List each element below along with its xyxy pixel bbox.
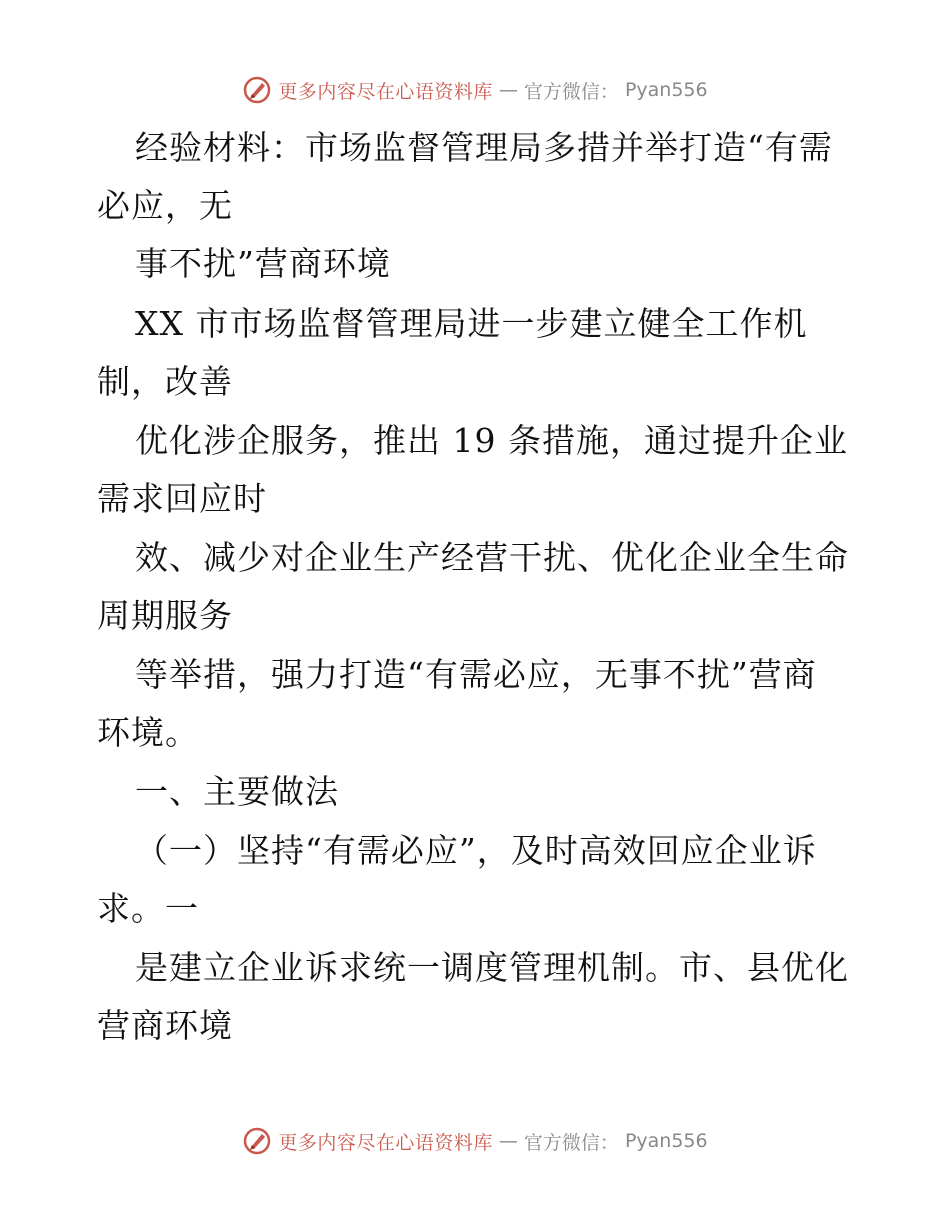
text-line: 必应，无 [97, 186, 233, 225]
watermark-wechat-id: Pyan556 [624, 1130, 708, 1152]
text-line: 制，改善 [97, 362, 233, 401]
text-line: 营商环境 [97, 1006, 233, 1045]
watermark-wechat-id: Pyan556 [624, 79, 708, 101]
footer-watermark [0, 1121, 950, 1161]
text-line: 周期服务 [97, 596, 233, 635]
text-line: 效、减少对企业生产经营干扰、优化企业全生命 [135, 538, 849, 577]
watermark-wechat-label: 官方微信： [523, 1131, 619, 1154]
pen-nib-circle-icon [242, 75, 272, 105]
text-line: 经验材料：市场监督管理局多措并举打造“有需 [135, 128, 833, 167]
watermark-separator: — [498, 1130, 518, 1152]
text-line: 等举措，强力打造“有需必应，无事不扰”营商 [135, 655, 817, 694]
watermark-wechat-label: 官方微信： [523, 80, 619, 103]
pen-nib-circle-icon [242, 1126, 272, 1156]
text-line: 环境。 [97, 713, 199, 752]
section-heading: 一、主要做法 [135, 772, 339, 811]
header-watermark [0, 70, 950, 110]
text-line: 求。一 [97, 889, 199, 928]
watermark-site-text: 更多内容尽在心语资料库 [278, 80, 493, 103]
watermark-site-text: 更多内容尽在心语资料库 [278, 1131, 493, 1154]
text-line: 需求回应时 [97, 479, 267, 518]
text-line: 优化涉企服务，推出 19 条措施，通过提升企业 [135, 421, 848, 460]
watermark-separator: — [498, 79, 518, 101]
text-line: XX 市市场监督管理局进一步建立健全工作机 [135, 304, 808, 343]
text-line: 是建立企业诉求统一调度管理机制。市、县优化 [135, 948, 849, 987]
text-line: （一）坚持“有需必应”，及时高效回应企业诉 [135, 831, 817, 870]
text-line: 事不扰”营商环境 [135, 244, 391, 283]
